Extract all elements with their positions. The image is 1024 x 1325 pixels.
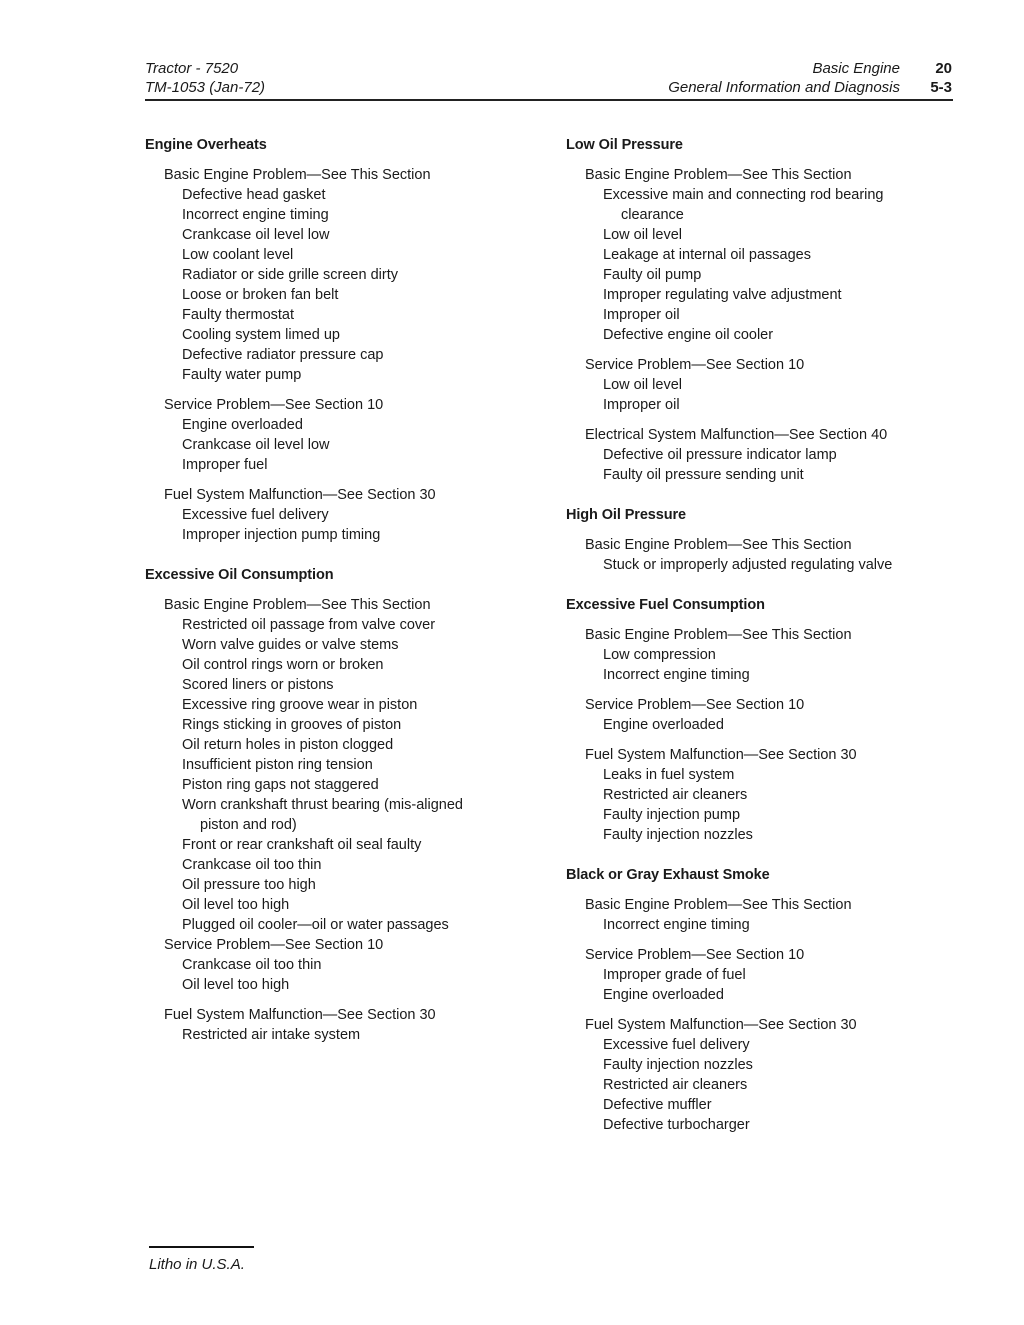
problem-heading: Basic Engine Problem—See This Section xyxy=(164,597,431,613)
cause-item: Crankcase oil too thin xyxy=(182,957,322,973)
problem-heading: Basic Engine Problem—See This Section xyxy=(585,537,852,553)
problem-heading: Basic Engine Problem—See This Section xyxy=(585,627,852,643)
problem-group xyxy=(164,1005,525,1045)
cause-item: Faulty thermostat xyxy=(182,307,295,323)
cause-item: Defective turbocharger xyxy=(603,1117,750,1133)
header-manual-id: TM-1053 (Jan-72) xyxy=(145,79,266,96)
header-rule xyxy=(145,99,953,101)
problem-group xyxy=(585,425,946,485)
cause-item: Leakage at internal oil passages xyxy=(603,247,811,263)
problem-group xyxy=(585,745,946,845)
cause-item: Oil pressure too high xyxy=(182,877,316,893)
cause-item: Insufficient piston ring tension xyxy=(182,757,373,773)
cause-item: Low compression xyxy=(603,647,716,663)
cause-item: Improper injection pump timing xyxy=(182,527,381,543)
cause-item: Restricted air cleaners xyxy=(603,787,748,803)
header-section-title: Basic Engine xyxy=(812,60,900,77)
header-section-subtitle: General Information and Diagnosis xyxy=(668,79,900,96)
cause-item: Excessive ring groove wear in piston xyxy=(182,697,418,713)
header-left xyxy=(145,59,265,97)
problem-group xyxy=(585,165,946,345)
cause-item: Faulty injection nozzles xyxy=(603,827,753,843)
cause-item: Scored liners or pistons xyxy=(182,677,334,693)
section-title: Excessive Fuel Consumption xyxy=(566,597,765,613)
problem-heading: Fuel System Malfunction—See Section 30 xyxy=(585,1017,857,1033)
cause-item: Defective muffler xyxy=(603,1097,712,1113)
cause-item: Faulty oil pressure sending unit xyxy=(603,467,804,483)
cause-item: Oil return holes in piston clogged xyxy=(182,737,394,753)
problem-heading: Fuel System Malfunction—See Section 30 xyxy=(164,1007,436,1023)
problem-group xyxy=(585,355,946,415)
cause-item: Crankcase oil level low xyxy=(182,227,330,243)
cause-item: Restricted air intake system xyxy=(182,1027,361,1043)
cause-item: Defective engine oil cooler xyxy=(603,327,774,343)
cause-item: Oil control rings worn or broken xyxy=(182,657,384,673)
cause-item: Faulty injection pump xyxy=(603,807,741,823)
cause-item: Defective radiator pressure cap xyxy=(182,347,384,363)
cause-item: Engine overloaded xyxy=(603,717,724,733)
section-title: Excessive Oil Consumption xyxy=(145,567,334,583)
cause-item: Excessive fuel delivery xyxy=(182,507,329,523)
cause-item: Faulty injection nozzles xyxy=(603,1057,753,1073)
cause-item: Worn valve guides or valve stems xyxy=(182,637,399,653)
left-column xyxy=(145,135,525,1045)
problem-group xyxy=(585,945,946,1005)
problem-heading: Service Problem—See Section 10 xyxy=(585,357,805,373)
cause-item: Improper oil xyxy=(603,307,680,323)
problem-group xyxy=(164,935,525,995)
problem-heading: Basic Engine Problem—See This Section xyxy=(164,167,431,183)
section-title: Engine Overheats xyxy=(145,137,267,153)
problem-heading: Basic Engine Problem—See This Section xyxy=(585,897,852,913)
cause-item: Low oil level xyxy=(603,227,682,243)
cause-item: Oil level too high xyxy=(182,977,290,993)
problem-heading: Service Problem—See Section 10 xyxy=(164,397,384,413)
cause-item: Plugged oil cooler—oil or water passages xyxy=(182,917,449,933)
problem-heading: Service Problem—See Section 10 xyxy=(585,947,805,963)
cause-item: Restricted oil passage from valve cover xyxy=(182,617,436,633)
header-page-number xyxy=(930,59,952,97)
cause-item: Oil level too high xyxy=(182,897,290,913)
header-page-index: 5-3 xyxy=(930,79,952,96)
cause-item: Cooling system limed up xyxy=(182,327,340,343)
problem-heading: Basic Engine Problem—See This Section xyxy=(585,167,852,183)
cause-item: Low oil level xyxy=(603,377,682,393)
cause-item: Defective head gasket xyxy=(182,187,326,203)
problem-group xyxy=(585,625,946,685)
right-column xyxy=(566,135,946,1135)
cause-item: Excessive main and connecting rod bearing clearance xyxy=(603,187,884,223)
section-title: Black or Gray Exhaust Smoke xyxy=(566,867,770,883)
cause-item: Incorrect engine timing xyxy=(182,207,329,223)
cause-item: Leaks in fuel system xyxy=(603,767,735,783)
header-right xyxy=(668,59,900,97)
cause-item: Rings sticking in grooves of piston xyxy=(182,717,402,733)
problem-group xyxy=(164,395,525,475)
cause-item: Incorrect engine timing xyxy=(603,667,750,683)
problem-group xyxy=(164,595,525,935)
cause-item: Faulty water pump xyxy=(182,367,302,383)
cause-item: Faulty oil pump xyxy=(603,267,702,283)
problem-group xyxy=(164,485,525,545)
header-section-number: 20 xyxy=(935,60,952,77)
cause-item: Restricted air cleaners xyxy=(603,1077,748,1093)
problem-heading: Fuel System Malfunction—See Section 30 xyxy=(585,747,857,763)
problem-heading: Fuel System Malfunction—See Section 30 xyxy=(164,487,436,503)
problem-group xyxy=(585,895,946,935)
problem-group xyxy=(164,165,525,385)
cause-item: Crankcase oil too thin xyxy=(182,857,322,873)
cause-item: Incorrect engine timing xyxy=(603,917,750,933)
section-title: High Oil Pressure xyxy=(566,507,686,523)
header-model: Tractor - 7520 xyxy=(145,60,239,77)
footer-litho: Litho in U.S.A. xyxy=(149,1256,245,1273)
problem-group xyxy=(585,535,946,575)
cause-item: Improper oil xyxy=(603,397,680,413)
cause-item: Improper fuel xyxy=(182,457,268,473)
cause-item: Loose or broken fan belt xyxy=(182,287,339,303)
problem-heading: Electrical System Malfunction—See Section 40 xyxy=(585,427,888,443)
cause-item: Improper grade of fuel xyxy=(603,967,746,983)
cause-item: Crankcase oil level low xyxy=(182,437,330,453)
cause-item: Defective oil pressure indicator lamp xyxy=(603,447,837,463)
cause-item: Stuck or improperly adjusted regulating valve xyxy=(603,557,893,573)
cause-item: Excessive fuel delivery xyxy=(603,1037,750,1053)
problem-heading: Service Problem—See Section 10 xyxy=(164,937,384,953)
problem-heading: Service Problem—See Section 10 xyxy=(585,697,805,713)
cause-item: Engine overloaded xyxy=(182,417,303,433)
cause-item: Worn crankshaft thrust bearing (mis-aligned piston and rod) xyxy=(182,797,463,833)
footer-rule xyxy=(149,1246,254,1248)
cause-item: Improper regulating valve adjustment xyxy=(603,287,842,303)
cause-item: Engine overloaded xyxy=(603,987,724,1003)
section-title: Low Oil Pressure xyxy=(566,137,683,153)
cause-item: Radiator or side grille screen dirty xyxy=(182,267,398,283)
problem-group xyxy=(585,695,946,735)
problem-group xyxy=(585,1015,946,1135)
cause-item: Piston ring gaps not staggered xyxy=(182,777,379,793)
cause-item: Front or rear crankshaft oil seal faulty xyxy=(182,837,422,853)
cause-item: Low coolant level xyxy=(182,247,294,263)
